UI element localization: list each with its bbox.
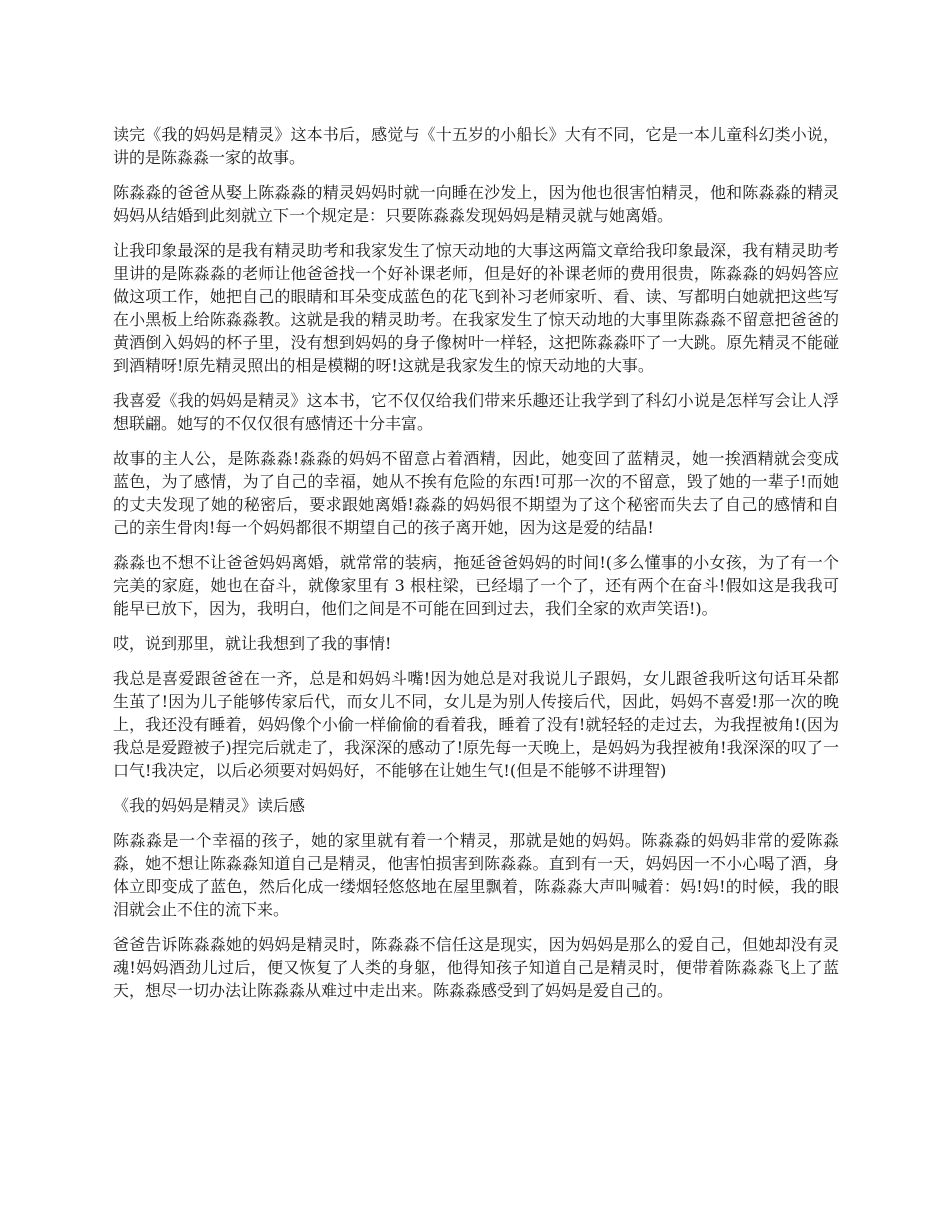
paragraph-10: 爸爸告诉陈淼淼她的妈妈是精灵时，陈淼淼不信任这是现实，因为妈妈是那么的爱自己，但她却没有灵魂!妈妈酒劲儿过后，便又恢复了人类的身躯，他得知孩子知道自己是精灵时，便带着陈淼淼飞上了蓝天，想尽一切办法让陈淼淼从难过中走出来。陈淼淼感受到了妈妈是爱自己的。 bbox=[113, 935, 839, 1000]
paragraph-7: 哎，说到那里，就让我想到了我的事情! bbox=[113, 634, 392, 653]
document-body bbox=[113, 123, 839, 1014]
paragraph-9: 陈淼淼是一个幸福的孩子，她的家里就有着一个精灵，那就是她的妈妈。陈淼淼的妈妈非常的爱陈淼淼，她不想让陈淼淼知道自己是精灵，他害怕损害到陈淼淼。直到有一天，妈妈因一不小心喝了酒，身体立即变成了蓝色，然后化成一缕烟轻悠悠地在屋里飘着，陈淼淼大声叫喊着：妈!妈!的时候，我的眼泪就会止不住的流下来。 bbox=[113, 831, 839, 919]
paragraph-8: 我总是喜爱跟爸爸在一齐，总是和妈妈斗嘴!因为她总是对我说儿子跟妈，女儿跟爸我听这句话耳朵都生茧了!因为儿子能够传家后代，而女儿不同，女儿是为别人传接后代，因此，妈妈不喜爱!那一次的晚上，我还没有睡着，妈妈像个小偷一样偷偷的看着我，睡着了没有!就轻轻的走过去，为我捏被角!(因为我总是爱蹬被子)捏完后就走了，我深深的感动了!原先每一天晚上，是妈妈为我捏被角!我深深的叹了一口气!我决定，以后必须要对妈妈好，不能够在让她生气!(但是不能够不讲理智) bbox=[113, 669, 839, 780]
paragraph-6: 淼淼也不想不让爸爸妈妈离婚，就常常的装病，拖延爸爸妈妈的时间!(多么懂事的小女孩，为了有一个完美的家庭，她也在奋斗，就像家里有 3 根柱梁，已经塌了一个了，还有两个在奋斗!假如这是我我可能早已放下，因为，我明白，他们之间是不可能在回到过去，我们全家的欢声笑语!)。 bbox=[113, 553, 839, 618]
paragraph-2: 陈淼淼的爸爸从娶上陈淼淼的精灵妈妈时就一向睡在沙发上，因为他也很害怕精灵，他和陈淼淼的精灵妈妈从结婚到此刻就立下一个规定是：只要陈淼淼发现妈妈是精灵就与她离婚。 bbox=[113, 183, 839, 225]
paragraph-1: 读完《我的妈妈是精灵》这本书后，感觉与《十五岁的小船长》大有不同，它是一本儿童科幻类小说，讲的是陈淼淼一家的故事。 bbox=[113, 125, 839, 167]
section-title: 《我的妈妈是精灵》读后感 bbox=[113, 796, 306, 815]
paragraph-3: 让我印象最深的是我有精灵助考和我家发生了惊天动地的大事这两篇文章给我印象最深，我有精灵助考里讲的是陈淼淼的老师让他爸爸找一个好补课老师，但是好的补课老师的费用很贵，陈淼淼的妈妈答应做这项工作，她把自己的眼睛和耳朵变成蓝色的花飞到补习老师家听、看、读、写都明白她就把这些写在小黑板上给陈淼淼教。这就是我的精灵助考。在我家发生了惊天动地的大事里陈淼淼不留意把爸爸的黄酒倒入妈妈的杯子里，没有想到妈妈的身子像树叶一样轻，这把陈淼淼吓了一大跳。原先精灵不能碰到酒精呀!原先精灵照出的相是模糊的呀!这就是我家发生的惊天动地的大事。 bbox=[113, 241, 839, 375]
paragraph-4: 我喜爱《我的妈妈是精灵》这本书，它不仅仅给我们带来乐趣还让我学到了科幻小说是怎样写会让人浮想联翩。她写的不仅仅很有感情还十分丰富。 bbox=[113, 391, 839, 433]
paragraph-5: 故事的主人公，是陈淼淼!淼淼的妈妈不留意占着酒精，因此，她变回了蓝精灵，她一挨酒精就会变成蓝色，为了感情，为了自己的幸福，她从不挨有危险的东西!可那一次的不留意，毁了她的一辈子!而她的丈夫发现了她的秘密后，要求跟她离婚!淼淼的妈妈很不期望为了这个秘密而失去了自己的感情和自己的亲生骨肉!每一个妈妈都很不期望自己的孩子离开她，因为这是爱的结晶! bbox=[113, 449, 839, 537]
